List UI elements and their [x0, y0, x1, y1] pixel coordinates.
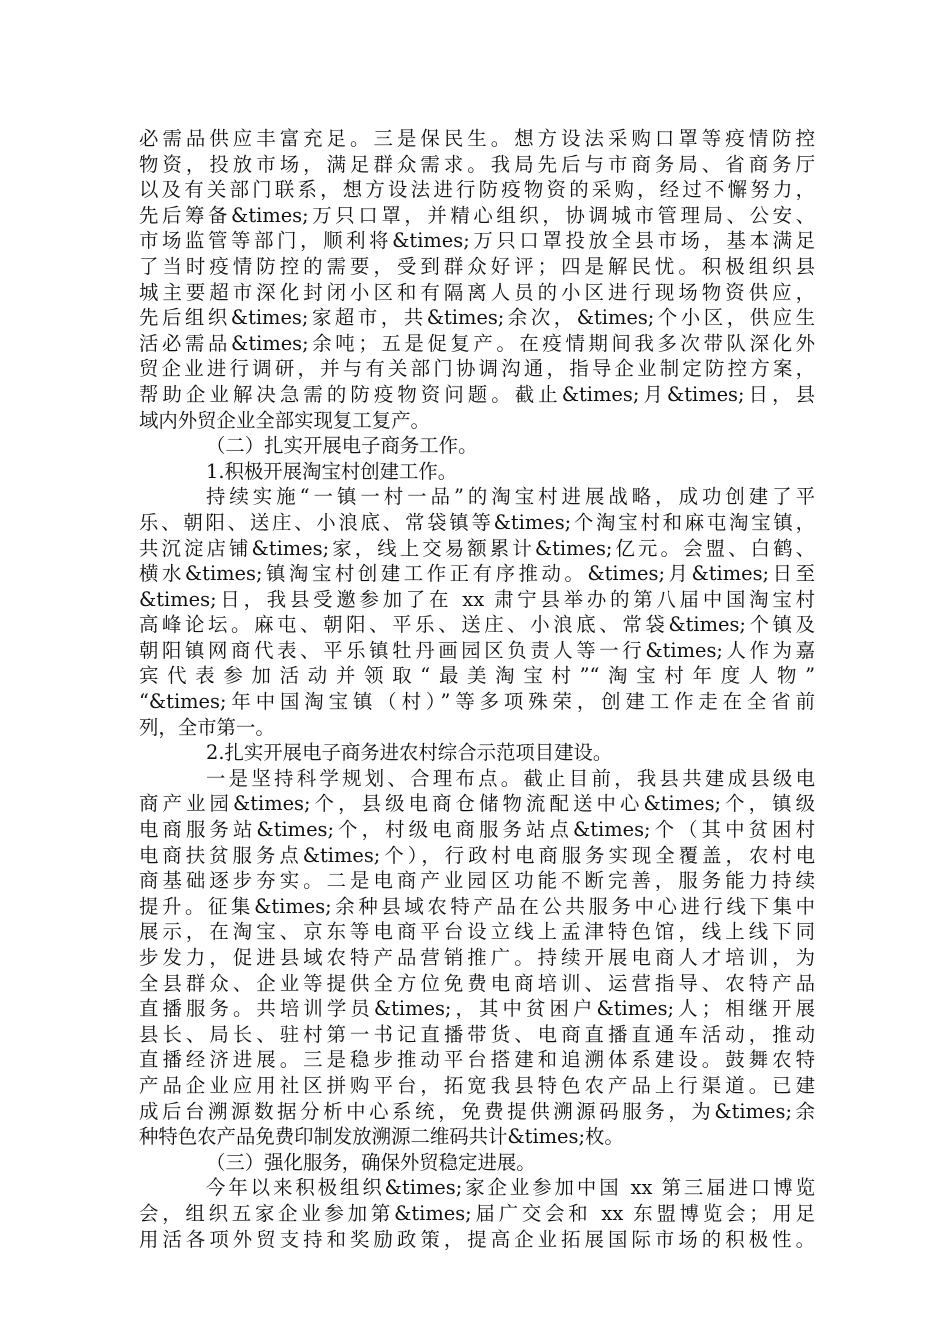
text-line: 先后组织&times;家超市，共&times;余次，&times;个小区，供应生 [139, 306, 815, 330]
text-line: 直播服务。共培训学员&times;，其中贫困户&times;人；相继开展 [139, 997, 815, 1021]
text-line: 城主要超市深化封闭小区和有隔离人员的小区进行现场物资供应， [139, 280, 815, 304]
text-line: 活必需品&times;余吨；五是促复产。在疫情期间我多次带队深化外 [139, 331, 815, 355]
text-line: 朝阳镇网商代表、平乐镇牡丹画园区负责人等一行&times;人作为嘉 [139, 638, 815, 662]
text-line: 了当时疫情防控的需要，受到群众好评；四是解民忧。积极组织县 [139, 254, 815, 278]
text-line: 宾代表参加活动并领取“最美淘宝村”“淘宝村年度人物” [139, 664, 815, 688]
subsection-heading-2: 2.扎实开展电子商务进农村综合示范项目建设。 [206, 741, 613, 765]
text-line: 电商服务站&times;个，村级电商服务站点&times;个（其中贫困村 [139, 818, 815, 842]
text-line: 必需品供应丰富充足。三是保民生。想方设法采购口罩等疫情防控 [139, 127, 815, 150]
text-line: 步发力，促进县域农特产品营销推广。持续开展电商人才培训，为 [139, 946, 815, 969]
text-line: 贸企业进行调研，并与有关部门协调沟通，指导企业制定防控方案， [139, 357, 815, 381]
subsection-heading-1: 1.积极开展淘宝村创建工作。 [206, 459, 458, 483]
text-line: 域内外贸企业全部实现复工复产。 [139, 408, 430, 432]
text-line: “&times;年中国淘宝镇（村）”等多项殊荣，创建工作走在全省前 [139, 690, 815, 714]
text-line: 商产业园&times;个，县级电商仓储物流配送中心&times;个，镇级 [139, 792, 815, 816]
text-line: 市场监管等部门，顺利将&times;万只口罩投放全县市场，基本满足 [139, 229, 815, 253]
text-line: 提升。征集&times;余种县域农特产品在公共服务中心进行线下集中 [139, 894, 815, 918]
text-line: 种特色农产品免费印制发放溯源二维码共计&times;枚。 [139, 1125, 624, 1149]
text-line: 一是坚持科学规划、合理布点。截止目前，我县共建成县级电 [206, 766, 815, 790]
text-line: 商基础逐步夯实。二是电商产业园区功能不断完善，服务能力持续 [139, 869, 815, 893]
text-line: 帮助企业解决急需的防疫物资问题。截止&times;月&times;日，县 [139, 382, 815, 406]
text-line: 物资，投放市场，满足群众需求。我局先后与市商务局、省商务厅 [139, 152, 815, 176]
text-line: 先后筹备&times;万只口罩，并精心组织，协调城市管理局、公安、 [139, 203, 815, 227]
text-line: 高峰论坛。麻屯、朝阳、平乐、送庄、小浪底、常袋&times;个镇及 [139, 613, 815, 637]
text-line: 直播经济进展。三是稳步推动平台搭建和追溯体系建设。鼓舞农特 [139, 1048, 815, 1072]
paragraph-3 [139, 766, 815, 1150]
text-line: &times;日，我县受邀参加了在 xx 肃宁县举办的第八届中国淘宝村 [139, 587, 815, 611]
text-line: 成后台溯源数据分析中心系统，免费提供溯源码服务，为&times;余 [139, 1099, 815, 1123]
text-line: 今年以来积极组织&times;家企业参加中国 xx 第三届进口博览 [206, 1176, 815, 1200]
document-page [139, 126, 815, 1252]
text-line: 用活各项外贸支持和奖励政策，提高企业拓展国际市场的积极性。 [139, 1227, 815, 1251]
paragraph-4 [139, 1175, 815, 1252]
section-heading-3: （三）强化服务，确保外贸稳定进展。 [206, 1150, 536, 1174]
paragraph-2 [139, 484, 815, 740]
text-line: 展示，在淘宝、京东等电商平台设立线上孟津特色馆，线上线下同 [139, 920, 815, 944]
text-line: 会，组织五家企业参加第&times;届广交会和 xx 东盟博览会；用足 [139, 1201, 815, 1225]
text-line: 产品企业应用社区拼购平台，拓宽我县特色农产品上行渠道。已建 [139, 1073, 815, 1097]
text-line: 电商扶贫服务点&times;个），行政村电商服务实现全覆盖，农村电 [139, 843, 815, 867]
text-line: 共沉淀店铺&times;家，线上交易额累计&times;亿元。会盟、白鹤、 [139, 536, 815, 560]
text-line: 持续实施“一镇一村一品”的淘宝村进展战略，成功创建了平 [206, 485, 815, 509]
text-line: 乐、朝阳、送庄、小浪底、常袋镇等&times;个淘宝村和麻屯淘宝镇， [139, 510, 815, 534]
section-heading-2: （二）扎实开展电子商务工作。 [206, 434, 478, 458]
text-line: 列，全市第一。 [139, 715, 275, 739]
text-line: 以及有关部门联系，想方设法进行防疫物资的采购，经过不懈努力， [139, 178, 815, 202]
text-line: 全县群众、企业等提供全方位免费电商培训、运营指导、农特产品 [139, 971, 815, 995]
paragraph-1 [139, 126, 815, 433]
text-line: 县长、局长、驻村第一书记直播带货、电商直播直通车活动，推动 [139, 1022, 815, 1046]
text-line: 横水&times;镇淘宝村创建工作正有序推动。&times;月&times;日至 [139, 562, 815, 586]
